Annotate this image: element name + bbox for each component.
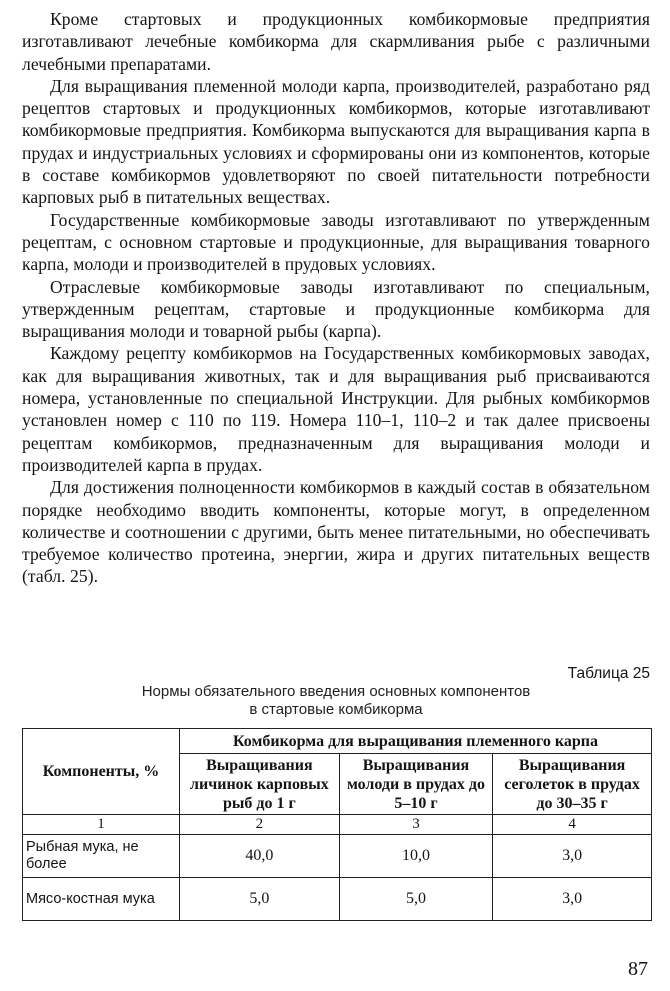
- table-row: [23, 878, 652, 921]
- paragraph: Государственные комбикормовые заводы изготавливают по утвержденным рецептам, с основном стартовые и продукционные, для выращивания товарного карпа, молоди и производителей в прудовых условиях.: [22, 209, 650, 275]
- column-number: 3: [339, 815, 492, 835]
- column-number: 4: [493, 815, 652, 835]
- paragraph: Для выращивания племенной молоди карпа, производителей, разработано ряд рецептов стартовых и продукционных комбикормов, которые изготавливают комбикормовые предприятия. Комбикорма выпускаются для выращивания карпа в прудах и индустриальных условиях и сформированы они из компонентов, которые в составе комбикормов удовлетворяют по своей питательности потребности карповых рыб в питательных веществах.: [22, 75, 650, 208]
- component-cell: Мясо-костная мука: [23, 878, 180, 921]
- table-caption: Таблица 25: [567, 665, 650, 682]
- value-cell: 5,0: [180, 878, 340, 921]
- column-header: Выращивания сеголеток в прудах до 30–35 г: [493, 754, 652, 815]
- page-number: 87: [628, 958, 648, 980]
- column-number: 1: [23, 815, 180, 835]
- column-header: Выращивания личинок карповых рыб до 1 г: [180, 754, 340, 815]
- paragraph: Каждому рецепту комбикормов на Государственных комбикормовых заводах, как для выращивания животных, так и для выращивания рыб присваиваются номера, установленные по специальной Инструкции. Для рыбных комбикормов установлен номер с 110 по 119. Номера 110–1, 110–2 и так далее присвоены рецептам комбикормов, предназначенным для выращивания молоди и производителей карпа в прудах.: [22, 343, 650, 475]
- value-cell: 3,0: [493, 835, 652, 878]
- value-cell: 40,0: [180, 835, 340, 878]
- value-cell: 3,0: [493, 878, 652, 921]
- table-title-line: Нормы обязательного введения основных компонентов: [141, 683, 531, 700]
- component-cell: Рыбная мука, не более: [23, 835, 180, 878]
- paragraph: Отраслевые комбикормовые заводы изготавливают по специальным, утвержденным рецептам, стартовые и продукционные комбикорма для выращивания молоди и товарной рыбы (карпа).: [22, 276, 650, 342]
- body-text: [22, 8, 650, 588]
- column-number-row: [23, 815, 652, 835]
- column-header: Выращивания молоди в прудах до 5–10 г: [339, 754, 492, 815]
- group-header: Комбикорма для выращивания племенного карпа: [180, 729, 652, 754]
- table-row: [23, 835, 652, 878]
- value-cell: 10,0: [339, 835, 492, 878]
- norms-table: [22, 728, 652, 921]
- table-title: [22, 683, 650, 718]
- column-number: 2: [180, 815, 340, 835]
- paragraph: Для достижения полноценности комбикормов в каждый состав в обязательном порядке необходимо вводить компоненты, которые могут, в определенном количестве и соотношении с другими, быть менее питательными, но обеспечивать требуемое количество протеина, энергии, жира и других питательных веществ (табл. 25).: [22, 477, 650, 587]
- value-cell: 5,0: [339, 878, 492, 921]
- table-title-line: в стартовые комбикорма: [249, 700, 423, 718]
- components-header: Компоненты, %: [23, 729, 180, 815]
- paragraph: Кроме стартовых и продукционных комбикормовые предприятия изготавливают лечебные комбикорма для скармливания рыбе с различными лечебными препаратами.: [22, 9, 650, 74]
